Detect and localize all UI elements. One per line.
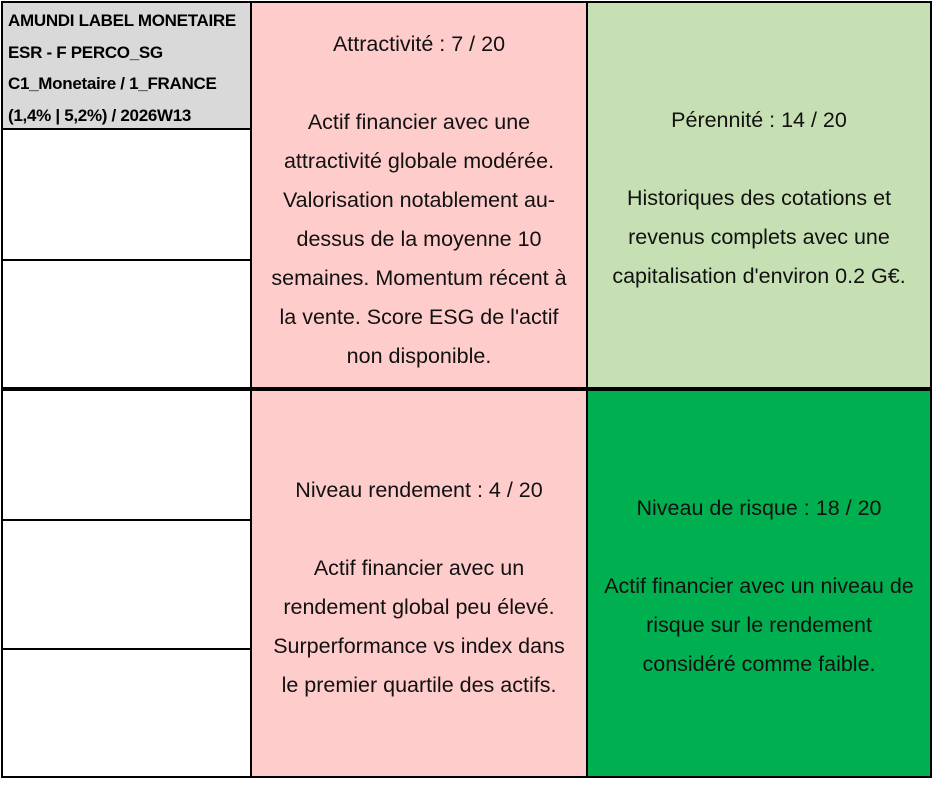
perennite-text-line: Historiques des cotations et (626, 186, 892, 210)
rendement-text-line: Surperformance vs index dans (273, 634, 565, 658)
attractivite-text-line: dessus de la moyenne 10 (296, 227, 542, 251)
attractivite-text-line: semaines. Momentum récent à (271, 266, 567, 290)
attractivite-text-line: Actif financier avec une (307, 110, 531, 134)
rendement-text-line: Actif financier avec un (313, 556, 525, 580)
fund-title-cell (1, 1, 252, 130)
risque-panel (586, 389, 932, 778)
risque-text-line: risque sur le rendement (646, 613, 872, 637)
attractivite-text-line: attractivité globale modérée. (283, 149, 555, 173)
blank-cell (1, 259, 252, 389)
risque-text-line: considéré comme faible. (642, 652, 876, 676)
perennite-title: Pérennité : 14 / 20 (671, 108, 847, 132)
rendement-text-line: rendement global peu élevé. (283, 595, 555, 619)
blank-cell (1, 128, 252, 261)
attractivite-text-line: la vente. Score ESG de l'actif (279, 305, 559, 329)
attractivite-text-line: non disponible. (346, 344, 492, 368)
rendement-title: Niveau rendement : 4 / 20 (295, 478, 543, 502)
perennite-panel (586, 1, 932, 389)
fund-title-line: C1_Monetaire / 1_FRANCE (8, 74, 217, 93)
risque-title: Niveau de risque : 18 / 20 (636, 496, 882, 520)
blank-cell (1, 389, 252, 521)
attractivite-title: Attractivité : 7 / 20 (332, 32, 506, 56)
blank-cell (1, 648, 252, 778)
fund-title-line: AMUNDI LABEL MONETAIRE (8, 11, 236, 30)
rendement-panel (250, 389, 588, 778)
attractivite-text-line: Valorisation notablement au- (282, 188, 556, 212)
risque-text-line: Actif financier avec un niveau de (604, 574, 914, 598)
rendement-text-line: le premier quartile des actifs. (281, 673, 557, 697)
blank-cell (1, 519, 252, 650)
perennite-text-line: revenus complets avec une (628, 225, 890, 249)
perennite-text-line: capitalisation d'environ 0.2 G€. (612, 264, 906, 288)
fund-title-line: (1,4% | 5,2%) / 2026W13 (8, 105, 192, 125)
fund-title-line: ESR - F PERCO_SG (8, 42, 163, 62)
attractivite-panel (250, 1, 588, 389)
